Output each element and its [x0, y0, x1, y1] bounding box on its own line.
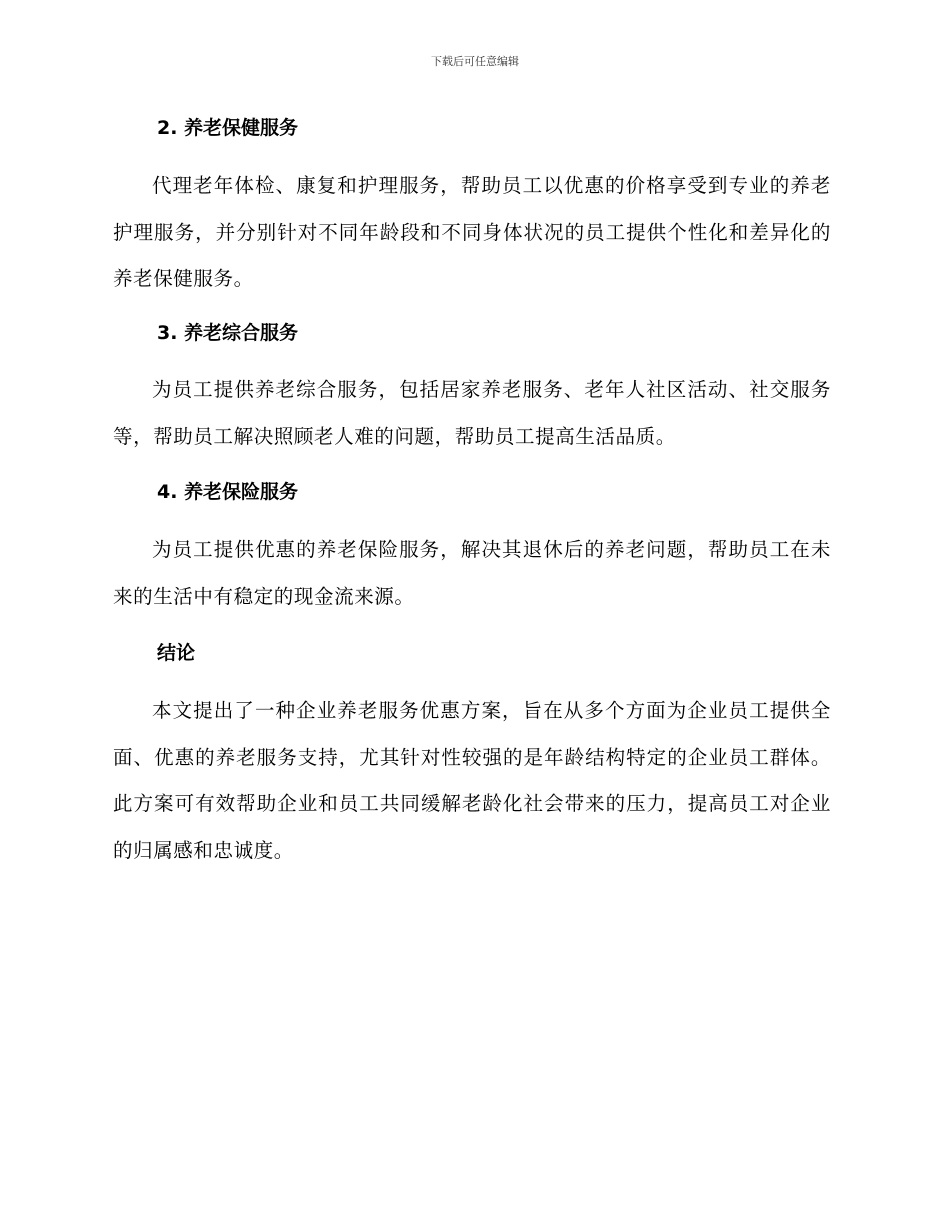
section-body-elderly-health: 代理老年体检、康复和护理服务，帮助员工以优惠的价格享受到专业的养老护理服务，并分别针对不同年龄段和不同身体状况的员工提供个性化和差异化的养老保健服务。	[113, 174, 831, 290]
section-body-pension-insurance: 为员工提供优惠的养老保险服务，解决其退休后的养老问题，帮助员工在未来的生活中有稳定的现金流来源。	[113, 538, 831, 608]
section-body-conclusion: 本文提出了一种企业养老服务优惠方案，旨在从多个方面为企业员工提供全面、优惠的养老服务支持，尤其针对性较强的是年龄结构特定的企业员工群体。此方案可有效帮助企业和员工共同缓解老龄化社会带来的压力，提高员工对企业的归属感和忠诚度。	[113, 699, 831, 862]
section-heading-elderly-health: 2. 养老保健服务	[157, 117, 299, 139]
section-heading-conclusion: 结论	[157, 642, 196, 664]
page-header-note: 下载后可任意编辑	[431, 55, 519, 68]
section-heading-elderly-comprehensive: 3. 养老综合服务	[157, 322, 299, 344]
section-body-elderly-comprehensive: 为员工提供养老综合服务，包括居家养老服务、老年人社区活动、社交服务等，帮助员工解决照顾老人难的问题，帮助员工提高生活品质。	[113, 378, 831, 448]
section-heading-pension-insurance: 4. 养老保险服务	[157, 481, 299, 503]
